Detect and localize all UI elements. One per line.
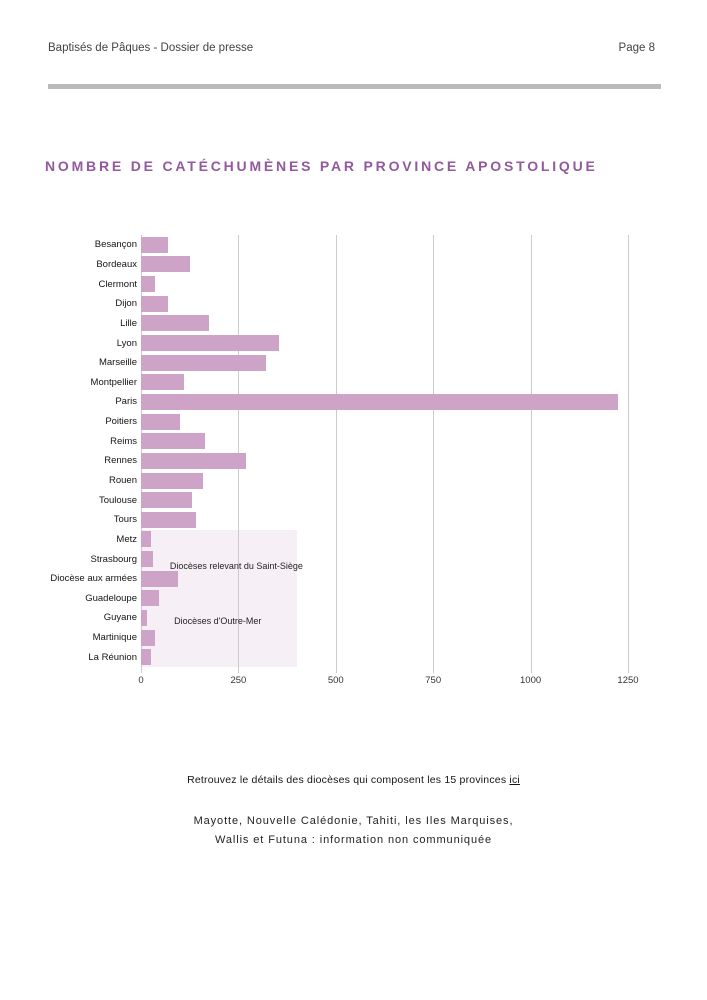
bar [141,414,180,430]
row-label: Martinique [92,632,137,644]
bar-track [141,394,670,410]
footnote-line-2: Wallis et Futuna : information non communiquée [215,834,492,846]
chart-row [40,255,670,275]
row-label: Montpellier [90,376,137,388]
chart-row [40,431,670,451]
row-label: Poitiers [105,416,137,428]
bar-chart [40,235,670,705]
x-tick-label: 750 [425,675,442,687]
bar-track [141,473,670,489]
x-tick-label: 500 [327,675,344,687]
chart-rows [40,235,670,667]
row-label: Marseille [98,357,137,369]
chart-row [40,294,670,314]
bar-track [141,296,670,312]
row-label: Guadeloupe [85,592,137,604]
bar-track [141,256,670,272]
bar [141,256,190,272]
bar-track [141,374,670,390]
bar [141,571,178,587]
row-label: Lille [120,317,137,329]
chart-row [40,510,670,530]
bar-track [141,433,670,449]
x-tick-label: 1000 [520,675,542,687]
bar [141,649,151,665]
chart-row [40,530,670,550]
header-title: Baptisés de Pâques - Dossier de presse [48,42,254,54]
chart-row [40,549,670,572]
bar-track [141,237,670,253]
bar [141,276,155,292]
chart-row [40,471,670,491]
chart-row [40,333,670,353]
row-label: Clermont [98,278,137,290]
bar [141,610,147,626]
x-tick-label: 250 [230,675,247,687]
row-label: Lyon [116,337,137,349]
row-label: Metz [116,533,137,545]
ici-link[interactable]: ici [509,774,520,786]
chart-row [40,569,670,589]
chart-row [40,314,670,334]
bar [141,237,168,253]
row-label: Rouen [109,475,137,486]
bar-track [141,590,670,606]
chart-title: NOMBRE DE CATÉCHUMÈNES PAR PROVINCE APOSTOLIQUE [45,158,598,174]
bar [141,374,184,390]
bar [141,433,205,449]
bar [141,473,203,489]
row-label: Guyane [103,612,137,624]
row-label: Reims [110,435,137,447]
chart-row [40,274,670,294]
bar-track [141,630,670,646]
row-label: Dijon [115,298,137,310]
chart-row [40,392,670,412]
bar-track [141,414,670,430]
annotation-label: Diocèses d'Outre-Mer [174,616,262,627]
bar-track [141,315,670,331]
chart-row [40,372,670,392]
bar [141,531,151,547]
row-label: Rennes [104,455,137,467]
row-label: La Réunion [88,651,137,663]
bar [141,590,159,606]
chart-row [40,647,670,667]
bar-track [141,335,670,351]
annotation-label: Diocèses relevant du Saint-Siège [169,561,303,572]
bar [141,355,266,371]
bar-track [141,571,670,587]
bar-track [141,492,670,508]
row-label: Besançon [94,239,137,251]
row-label: Paris [115,396,137,408]
bar-track [141,276,670,292]
bar [141,492,192,508]
footnote-line-1: Mayotte, Nouvelle Calédonie, Tahiti, les Iles Marquises, [193,815,514,827]
footnote [0,812,707,850]
chart-row [40,628,670,648]
bar-track [141,355,670,371]
bar [141,453,246,469]
row-label: Diocèse aux armées [50,573,137,585]
bar [141,394,618,410]
chart-row [40,451,670,471]
chart-row [40,589,670,609]
row-label: Strasbourg [90,553,137,565]
bar-track [141,453,670,469]
page-header [48,42,655,54]
row-label: Tours [113,514,137,526]
row-label: Toulouse [98,494,137,506]
row-label: Bordeaux [96,258,137,270]
bar [141,315,209,331]
bar [141,630,155,646]
bar [141,512,196,528]
bar-track [141,512,670,528]
page-number: Page 8 [618,42,655,54]
bar-track [141,649,670,665]
bar [141,335,279,351]
chart-row [40,412,670,432]
bar [141,551,153,567]
header-divider [48,84,661,89]
chart-row [40,353,670,373]
x-tick-label: 0 [138,675,144,687]
bar [141,296,168,312]
provinces-detail-line [0,774,707,786]
chart-row [40,235,670,255]
chart-row [40,490,670,510]
bar-track [141,531,670,547]
x-tick-label: 1250 [617,675,639,687]
chart-row [40,608,670,628]
provinces-detail-text: Retrouvez le détails des diocèses qui composent les 15 provinces [187,774,507,786]
